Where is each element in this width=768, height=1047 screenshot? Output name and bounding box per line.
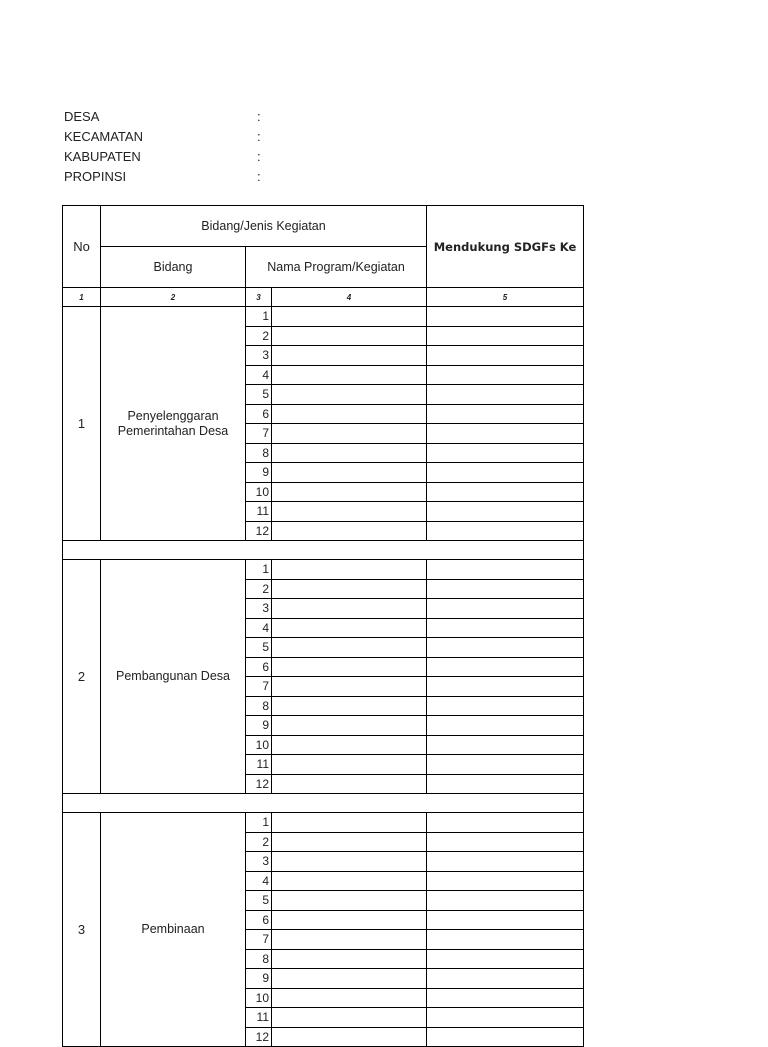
program-cell[interactable] [272, 346, 427, 366]
section-no: 2 [63, 560, 101, 794]
table-row [63, 813, 584, 833]
index-cell: 3 [246, 288, 272, 307]
section-no: 1 [63, 307, 101, 541]
sdgs-cell[interactable] [427, 1027, 584, 1047]
row-number: 6 [246, 657, 272, 677]
sdgs-cell[interactable] [427, 424, 584, 444]
header-no: No [63, 206, 101, 288]
program-cell[interactable] [272, 326, 427, 346]
program-cell[interactable] [272, 696, 427, 716]
section-gap [63, 794, 584, 813]
row-number: 3 [246, 346, 272, 366]
header-bidang-jenis: Bidang/Jenis Kegiatan [101, 206, 427, 247]
sdgs-cell[interactable] [427, 891, 584, 911]
program-cell[interactable] [272, 1027, 427, 1047]
row-number: 11 [246, 755, 272, 775]
sdgs-cell[interactable] [427, 385, 584, 405]
row-number: 1 [246, 560, 272, 580]
program-cell[interactable] [272, 988, 427, 1008]
sdgs-cell[interactable] [427, 755, 584, 775]
index-row [63, 288, 584, 307]
program-cell[interactable] [272, 618, 427, 638]
row-number: 10 [246, 988, 272, 1008]
sdgs-cell[interactable] [427, 852, 584, 872]
kabupaten-colon: : [257, 149, 261, 164]
program-cell[interactable] [272, 1008, 427, 1028]
sdgs-cell[interactable] [427, 677, 584, 697]
sdgs-cell[interactable] [427, 832, 584, 852]
row-number: 4 [246, 365, 272, 385]
program-table [62, 205, 584, 1047]
kabupaten-label: KABUPATEN [64, 149, 141, 164]
row-number: 10 [246, 482, 272, 502]
gap-cell [63, 794, 584, 813]
program-cell[interactable] [272, 657, 427, 677]
index-cell: 1 [63, 288, 101, 307]
header-sdgs: Mendukung SDGFs Ke [427, 206, 584, 288]
program-cell[interactable] [272, 307, 427, 327]
program-cell[interactable] [272, 521, 427, 541]
program-cell[interactable] [272, 813, 427, 833]
row-number: 5 [246, 891, 272, 911]
row-number: 11 [246, 502, 272, 522]
program-cell[interactable] [272, 443, 427, 463]
sdgs-cell[interactable] [427, 404, 584, 424]
row-number: 3 [246, 599, 272, 619]
row-number: 8 [246, 443, 272, 463]
kecamatan-colon: : [257, 129, 261, 144]
row-number: 5 [246, 638, 272, 658]
sdgs-cell[interactable] [427, 463, 584, 483]
desa-label: DESA [64, 109, 100, 124]
header-program: Nama Program/Kegiatan [246, 247, 427, 288]
row-number: 12 [246, 774, 272, 794]
row-number: 3 [246, 852, 272, 872]
program-sheet [62, 205, 583, 1044]
section-gap [63, 541, 584, 560]
sdgs-cell[interactable] [427, 930, 584, 950]
sdgs-cell[interactable] [427, 1008, 584, 1028]
program-cell[interactable] [272, 599, 427, 619]
row-number: 4 [246, 871, 272, 891]
sdgs-cell[interactable] [427, 560, 584, 580]
row-number: 10 [246, 735, 272, 755]
row-number: 4 [246, 618, 272, 638]
sdgs-cell[interactable] [427, 716, 584, 736]
index-cell: 2 [101, 288, 246, 307]
index-cell: 5 [427, 288, 584, 307]
sdgs-cell[interactable] [427, 365, 584, 385]
desa-colon: : [257, 109, 261, 124]
program-cell[interactable] [272, 365, 427, 385]
program-cell[interactable] [272, 482, 427, 502]
row-number: 7 [246, 677, 272, 697]
row-number: 2 [246, 832, 272, 852]
row-number: 7 [246, 424, 272, 444]
row-number: 9 [246, 716, 272, 736]
table-row [63, 560, 584, 580]
program-cell[interactable] [272, 677, 427, 697]
section-bidang: Pembinaan [101, 813, 246, 1047]
sdgs-cell[interactable] [427, 657, 584, 677]
program-cell[interactable] [272, 735, 427, 755]
program-cell[interactable] [272, 852, 427, 872]
program-cell[interactable] [272, 949, 427, 969]
program-cell[interactable] [272, 774, 427, 794]
sdgs-cell[interactable] [427, 910, 584, 930]
program-cell[interactable] [272, 891, 427, 911]
program-cell[interactable] [272, 832, 427, 852]
row-number: 1 [246, 813, 272, 833]
sdgs-cell[interactable] [427, 618, 584, 638]
table-row [63, 307, 584, 327]
section-no: 3 [63, 813, 101, 1047]
row-number: 8 [246, 949, 272, 969]
program-cell[interactable] [272, 638, 427, 658]
sdgs-cell[interactable] [427, 521, 584, 541]
row-number: 9 [246, 969, 272, 989]
program-cell[interactable] [272, 463, 427, 483]
sdgs-cell[interactable] [427, 813, 584, 833]
program-cell[interactable] [272, 502, 427, 522]
program-cell[interactable] [272, 716, 427, 736]
row-number: 12 [246, 521, 272, 541]
program-cell[interactable] [272, 930, 427, 950]
row-number: 9 [246, 463, 272, 483]
program-cell[interactable] [272, 560, 427, 580]
row-number: 6 [246, 404, 272, 424]
section-bidang: Penyelenggaran Pemerintahan Desa [101, 307, 246, 541]
sdgs-cell[interactable] [427, 871, 584, 891]
program-cell[interactable] [272, 755, 427, 775]
program-cell[interactable] [272, 385, 427, 405]
program-cell[interactable] [272, 910, 427, 930]
sdgs-cell[interactable] [427, 599, 584, 619]
section-bidang: Pembangunan Desa [101, 560, 246, 794]
header-bidang: Bidang [101, 247, 246, 288]
row-number: 11 [246, 1008, 272, 1028]
sdgs-cell[interactable] [427, 482, 584, 502]
sdgs-cell[interactable] [427, 346, 584, 366]
row-number: 12 [246, 1027, 272, 1047]
program-cell[interactable] [272, 404, 427, 424]
sdgs-cell[interactable] [427, 443, 584, 463]
propinsi-label: PROPINSI [64, 169, 127, 184]
index-cell: 4 [272, 288, 427, 307]
row-number: 2 [246, 326, 272, 346]
propinsi-colon: : [257, 169, 261, 184]
row-number: 8 [246, 696, 272, 716]
program-cell[interactable] [272, 871, 427, 891]
kecamatan-label: KECAMATAN [64, 129, 143, 144]
sdgs-cell[interactable] [427, 735, 584, 755]
sdgs-cell[interactable] [427, 502, 584, 522]
sdgs-cell[interactable] [427, 969, 584, 989]
program-cell[interactable] [272, 969, 427, 989]
row-number: 5 [246, 385, 272, 405]
row-number: 6 [246, 910, 272, 930]
sdgs-cell[interactable] [427, 638, 584, 658]
sdgs-cell[interactable] [427, 326, 584, 346]
sdgs-cell[interactable] [427, 579, 584, 599]
sdgs-cell[interactable] [427, 949, 584, 969]
gap-cell [63, 541, 584, 560]
row-number: 2 [246, 579, 272, 599]
sdgs-cell[interactable] [427, 774, 584, 794]
program-cell[interactable] [272, 424, 427, 444]
row-number: 7 [246, 930, 272, 950]
sdgs-cell[interactable] [427, 307, 584, 327]
sdgs-cell[interactable] [427, 696, 584, 716]
row-number: 1 [246, 307, 272, 327]
sdgs-cell[interactable] [427, 988, 584, 1008]
program-cell[interactable] [272, 579, 427, 599]
